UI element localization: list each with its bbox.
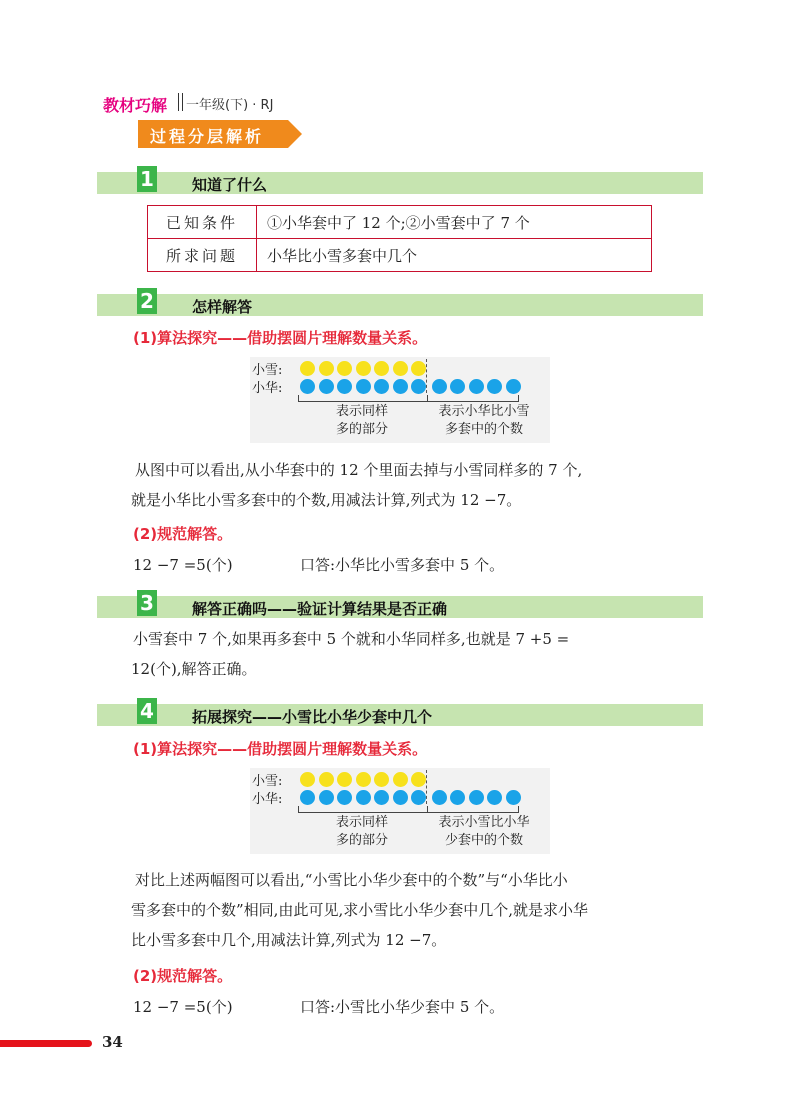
known-value: ①小华套中了 12 个;②小雪套中了 7 个 <box>257 206 652 239</box>
blue-counter <box>506 790 521 805</box>
subheading-algorithm-2: (1)算法探究——借助摆圆片理解数量关系。 <box>133 740 428 758</box>
verification-paragraph: 小雪套中 7 个,如果再多套中 5 个就和小华同样多,也就是 7 +5 = 12(个),解答正确。 <box>131 630 570 678</box>
yellow-counter <box>300 361 315 376</box>
blue-counter <box>374 379 389 394</box>
yellow-counter <box>337 361 352 376</box>
blue-counter <box>487 379 502 394</box>
bracket-difference <box>427 395 519 402</box>
yellow-counter <box>300 772 315 787</box>
blue-counter <box>411 379 426 394</box>
blue-counter <box>432 379 447 394</box>
header-divider <box>178 93 183 111</box>
counter-diagram-2 <box>250 768 550 854</box>
split-line <box>426 770 427 804</box>
section-header-3 <box>97 591 703 618</box>
bracket-difference <box>427 806 519 813</box>
label-xiaoxue: 小雪: <box>252 363 283 378</box>
same-part-caption: 表示同样 多的部分 <box>335 404 388 437</box>
yellow-counter <box>411 772 426 787</box>
yellow-counter <box>393 361 408 376</box>
bracket-same <box>298 395 428 402</box>
bracket-same <box>298 806 428 813</box>
yellow-counter <box>374 772 389 787</box>
footer-red-bar <box>0 1040 92 1047</box>
blue-counter <box>319 379 334 394</box>
section-number-2: 2 <box>137 288 157 314</box>
blue-counter <box>356 790 371 805</box>
blue-counter <box>393 790 408 805</box>
known-label: 已知条件 <box>148 206 257 239</box>
blue-counter <box>469 790 484 805</box>
label-xiaohua: 小华: <box>252 792 283 807</box>
section-title-3: 解答正确吗——验证计算结果是否正确 <box>192 600 448 618</box>
blue-counter <box>506 379 521 394</box>
section-header-4 <box>97 699 703 726</box>
book-brand: 教材巧解 <box>103 96 168 115</box>
section-number-4: 4 <box>137 698 157 724</box>
blue-counter <box>450 790 465 805</box>
section-number-1: 1 <box>137 166 157 192</box>
banner-title: 过程分层解析 <box>150 127 265 146</box>
yellow-counter <box>374 361 389 376</box>
table-row <box>148 239 652 272</box>
blue-counter <box>300 379 315 394</box>
blue-counter <box>450 379 465 394</box>
blue-counter <box>393 379 408 394</box>
counter-diagram-1 <box>250 357 550 443</box>
book-subtitle: 一年级(下) · RJ <box>186 98 274 113</box>
blue-counter <box>337 379 352 394</box>
yellow-counter <box>356 361 371 376</box>
blue-counter <box>337 790 352 805</box>
blue-counter <box>487 790 502 805</box>
yellow-counter <box>356 772 371 787</box>
question-value: 小华比小雪多套中几个 <box>257 239 652 272</box>
yellow-counter <box>319 361 334 376</box>
known-info-table <box>147 205 652 272</box>
section-header-2 <box>97 289 703 316</box>
blue-counter <box>300 790 315 805</box>
label-xiaoxue: 小雪: <box>252 774 283 789</box>
section-title-4: 拓展探究——小雪比小华少套中几个 <box>192 708 433 726</box>
explanation-paragraph-1: 从图中可以看出,从小华套中的 12 个里面去掉与小雪同样多的 7 个, 就是小华比小雪多套中的个数,用减法计算,列式为 12 −7。 <box>131 461 583 509</box>
blue-counter <box>319 790 334 805</box>
answer-equation-1: 12 −7 =5(个) <box>133 556 233 574</box>
subheading-answer-1: (2)规范解答。 <box>133 525 233 543</box>
yellow-counter <box>393 772 408 787</box>
section-header-1 <box>97 167 703 194</box>
question-label: 所求问题 <box>148 239 257 272</box>
difference-caption: 表示小雪比小华 少套中的个数 <box>438 815 530 848</box>
blue-counter <box>432 790 447 805</box>
answer-equation-2: 12 −7 =5(个) <box>133 998 233 1016</box>
label-xiaohua: 小华: <box>252 381 283 396</box>
blue-counter <box>356 379 371 394</box>
subheading-answer-2: (2)规范解答。 <box>133 967 233 985</box>
blue-counter <box>411 790 426 805</box>
difference-caption: 表示小华比小雪 多套中的个数 <box>438 404 530 437</box>
section-title-2: 怎样解答 <box>192 298 253 316</box>
blue-counter <box>374 790 389 805</box>
section-number-3: 3 <box>137 590 157 616</box>
answer-statement-1: 口答:小华比小雪多套中 5 个。 <box>300 556 505 574</box>
subheading-algorithm-1: (1)算法探究——借助摆圆片理解数量关系。 <box>133 329 428 347</box>
yellow-counter <box>337 772 352 787</box>
split-line <box>426 359 427 393</box>
answer-statement-2: 口答:小雪比小华少套中 5 个。 <box>300 998 505 1016</box>
blue-counter <box>469 379 484 394</box>
section-banner <box>138 120 303 148</box>
yellow-counter <box>411 361 426 376</box>
same-part-caption: 表示同样 多的部分 <box>335 815 388 848</box>
comparison-paragraph: 对比上述两幅图可以看出,“小雪比小华少套中的个数”与“小华比小 雪多套中的个数”相同,由此可见,求小雪比小华少套中几个,就是求小华 比小雪多套中几个,用减法计算,列式为 12 −7。 <box>131 871 588 949</box>
table-row <box>148 206 652 239</box>
section-title-1: 知道了什么 <box>192 176 268 194</box>
page-number: 34 <box>102 1033 123 1051</box>
yellow-counter <box>319 772 334 787</box>
